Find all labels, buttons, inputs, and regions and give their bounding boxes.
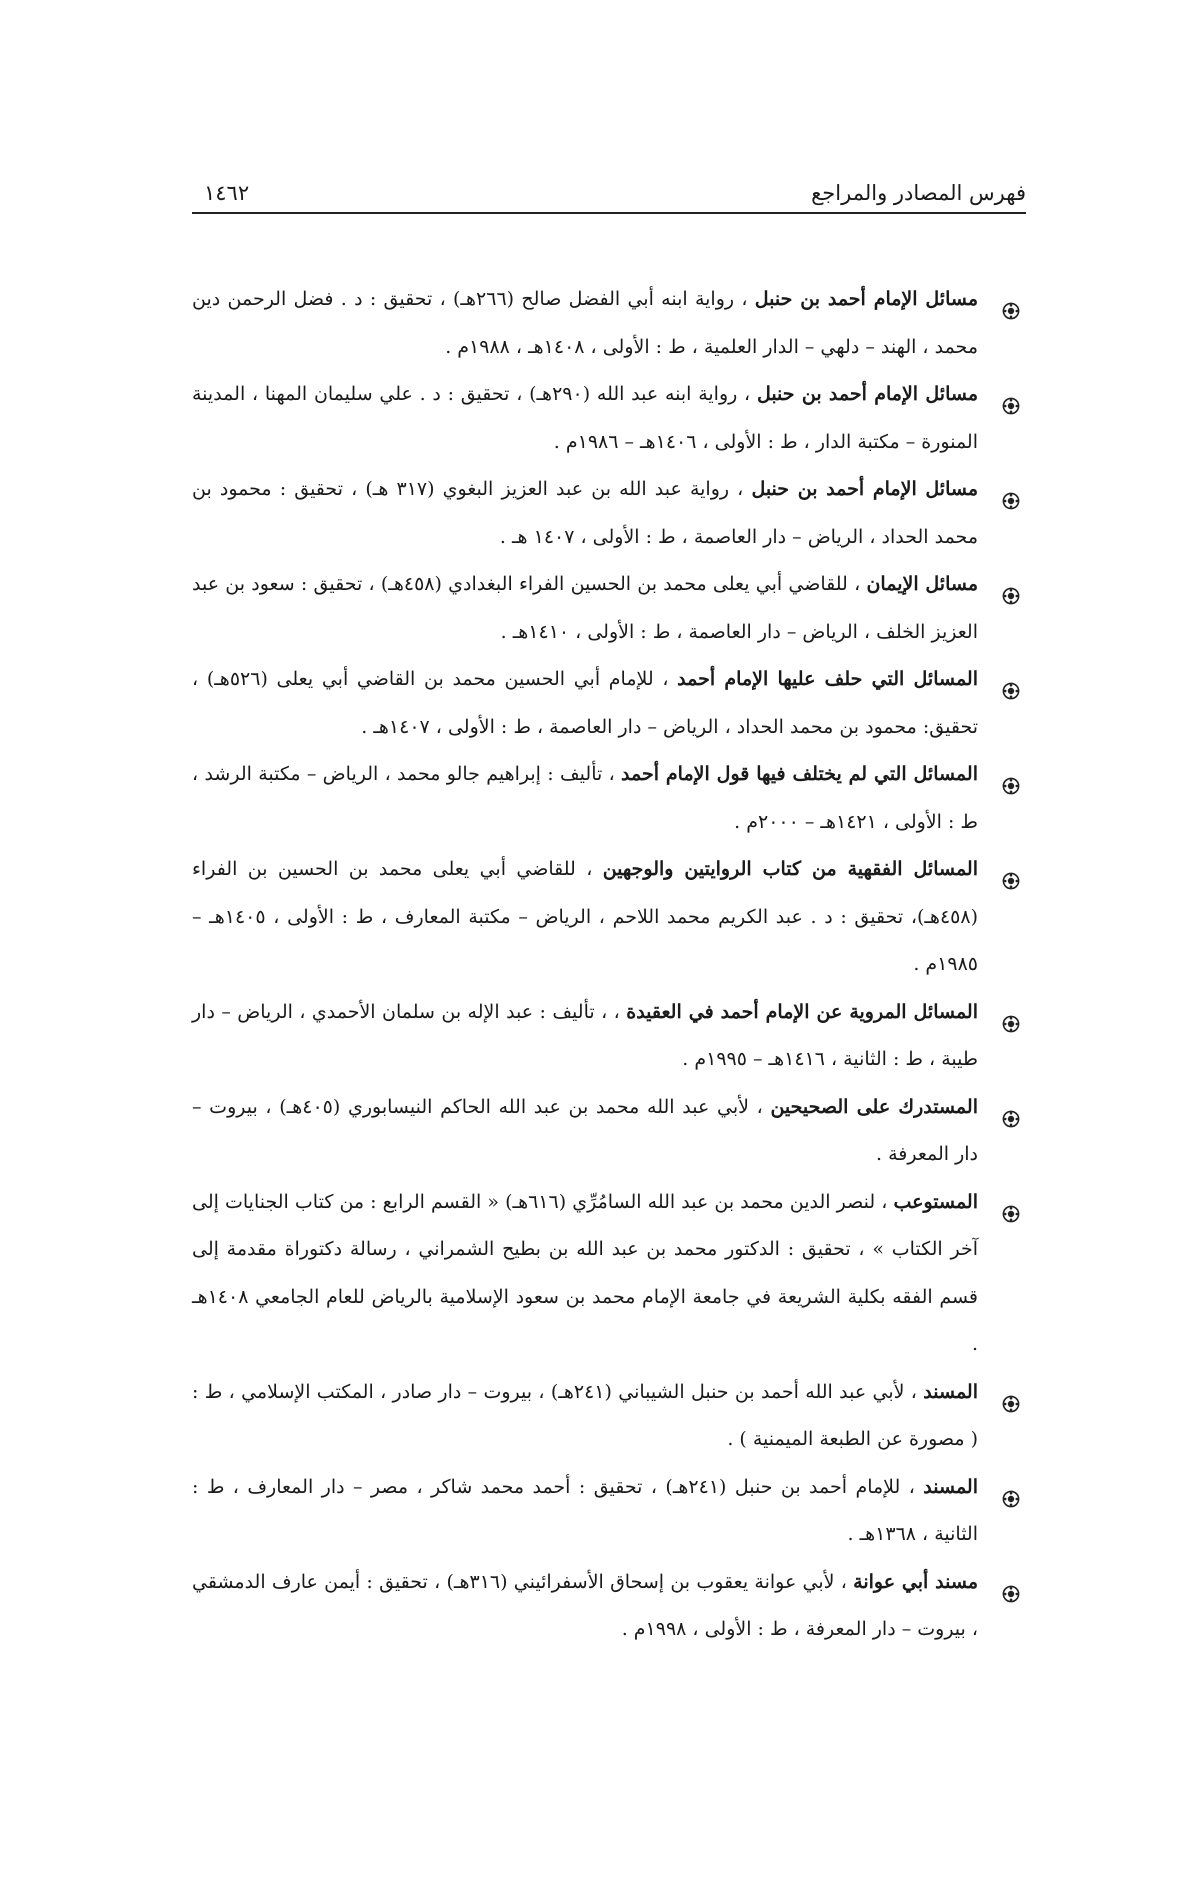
entry-details: ، رواية ابنه أبي الفضل صالح (٢٦٦هـ) ، تحقيق : د . فضل الرحمن دين محمد ، الهند – دلهي – الدار العلمية ، ط : الأولى ، ١٤٠٨هـ ، ١٩٨٨م . — [192, 288, 978, 358]
flower-bullet-icon — [1002, 1384, 1020, 1402]
bibliography-entry — [192, 656, 1026, 751]
flower-bullet-icon — [1002, 766, 1020, 784]
bibliography-entry — [192, 466, 1026, 561]
bibliography-entry — [192, 276, 1026, 371]
bibliography-entry — [192, 1084, 1026, 1179]
entry-title: مسند أبي عوانة — [853, 1570, 978, 1593]
flower-bullet-icon — [1002, 576, 1020, 594]
flower-bullet-icon — [1002, 1574, 1020, 1592]
bibliography-entry — [192, 989, 1026, 1084]
entry-details: ، للقاضي أبي يعلى محمد بن الحسين الفراء البغدادي (٤٥٨هـ) ، تحقيق : سعود بن عبد العزيز الخلف ، الرياض – دار العاصمة ، ط : الأولى ، ١٤١٠هـ . — [192, 573, 978, 643]
entry-title: المستوعب — [893, 1190, 978, 1213]
entry-details: ، لأبي عوانة يعقوب بن إسحاق الأسفرائيني (٣١٦هـ) ، تحقيق : أيمن عارف الدمشقي ، بيروت – دار المعرفة ، ط : الأولى ، ١٩٩٨م . — [192, 1570, 978, 1640]
page-number: ١٤٦٢ — [204, 181, 250, 205]
entry-title: مسائل الإمام أحمد بن حنبل — [756, 383, 978, 405]
flower-bullet-icon — [1002, 1194, 1020, 1212]
entry-title: مسائل الإمام أحمد بن حنبل — [754, 288, 979, 310]
bibliography-entry — [192, 846, 1026, 989]
page-header — [192, 178, 1026, 214]
bibliography-entry — [192, 1369, 1026, 1464]
entry-title: المستدرك على الصحيحين — [770, 1095, 978, 1118]
entry-title: المسند — [923, 1475, 978, 1498]
flower-bullet-icon — [1002, 861, 1020, 879]
flower-bullet-icon — [1002, 481, 1020, 499]
page-title: فهرس المصادر والمراجع — [811, 181, 1026, 205]
entry-details: ، رواية ابنه عبد الله (٢٩٠هـ) ، تحقيق : د . علي سليمان المهنا ، المدينة المنورة – مكتبة الدار ، ط : الأولى ، ١٤٠٦هـ – ١٩٨٦م . — [192, 383, 978, 453]
bibliography-entry — [192, 1464, 1026, 1559]
entry-details: ، لأبي عبد الله محمد بن عبد الله الحاكم النيسابوري (٤٠٥هـ) ، بيروت – دار المعرفة . — [192, 1095, 978, 1165]
entry-title: المسائل التي لم يختلف فيها قول الإمام أحمد — [621, 763, 978, 785]
entry-title: مسائل الإيمان — [866, 573, 979, 595]
entry-title: المسند — [923, 1380, 978, 1403]
entry-title: المسائل المروية عن الإمام أحمد في العقيدة — [626, 1000, 978, 1023]
entry-details: ، لأبي عبد الله أحمد بن حنبل الشيباني (٢٤١هـ) ، بيروت – دار صادر ، المكتب الإسلامي ، ط : ( مصورة عن الطبعة الميمنية ) . — [192, 1380, 978, 1450]
flower-bullet-icon — [1002, 291, 1020, 309]
bibliography-entry — [192, 751, 1026, 846]
bibliography-entry — [192, 1559, 1026, 1654]
flower-bullet-icon — [1002, 1479, 1020, 1497]
flower-bullet-icon — [1002, 1004, 1020, 1022]
entry-details: ، رواية عبد الله بن عبد العزيز البغوي (٣١٧ هـ) ، تحقيق : محمود بن محمد الحداد ، الرياض – دار العاصمة ، ط : الأولى ، ١٤٠٧ هـ . — [192, 478, 978, 548]
flower-bullet-icon — [1002, 1099, 1020, 1117]
entry-title: المسائل الفقهية من كتاب الروايتين والوجهين — [602, 858, 978, 880]
flower-bullet-icon — [1002, 671, 1020, 689]
entry-details: ، للإمام أبي الحسين محمد بن القاضي أبي يعلى (٥٢٦هـ) ، تحقيق: محمود بن محمد الحداد ، الرياض – دار العاصمة ، ط : الأولى ، ١٤٠٧هـ . — [192, 668, 978, 738]
entry-details: ، ، تأليف : عبد الإله بن سلمان الأحمدي ، الرياض – دار طيبة ، ط : الثانية ، ١٤١٦هـ – ١٩٩٥م . — [192, 1000, 978, 1070]
bibliography-entry — [192, 1179, 1026, 1369]
flower-bullet-icon — [1002, 386, 1020, 404]
bibliography-list — [192, 276, 1026, 1654]
entry-details: ، تأليف : إبراهيم جالو محمد ، الرياض – مكتبة الرشد ، ط : الأولى ، ١٤٢١هـ – ٢٠٠٠م . — [192, 763, 978, 833]
entry-details: ، للقاضي أبي يعلى محمد بن الحسين بن الفراء (٤٥٨هـ)، تحقيق : د . عبد الكريم محمد اللاحم ، الرياض – مكتبة المعارف ، ط : الأولى ، ١٤٠٥هـ – ١٩٨٥م . — [192, 858, 978, 975]
entry-details: ، لنصر الدين محمد بن عبد الله السامُرِّي (٦١٦هـ) « القسم الرابع : من كتاب الجنايات إلى آخر الكتاب » ، تحقيق : الدكتور محمد بن عبد الله بن بطيح الشمراني ، رسالة دكتوراة مقدمة إلى قسم الفقه بكلية الشريعة في جامعة الإمام محمد بن سعود الإسلامية بالرياض للعام الجامعي ١٤٠٨هـ . — [192, 1190, 978, 1355]
bibliography-entry — [192, 561, 1026, 656]
bibliography-entry — [192, 371, 1026, 466]
entry-details: ، للإمام أحمد بن حنبل (٢٤١هـ) ، تحقيق : أحمد محمد شاكر ، مصر – دار المعارف ، ط : الثانية ، ١٣٦٨هـ . — [192, 1475, 978, 1545]
entry-title: مسائل الإمام أحمد بن حنبل — [751, 478, 979, 500]
entry-title: المسائل التي حلف عليها الإمام أحمد — [677, 668, 978, 690]
